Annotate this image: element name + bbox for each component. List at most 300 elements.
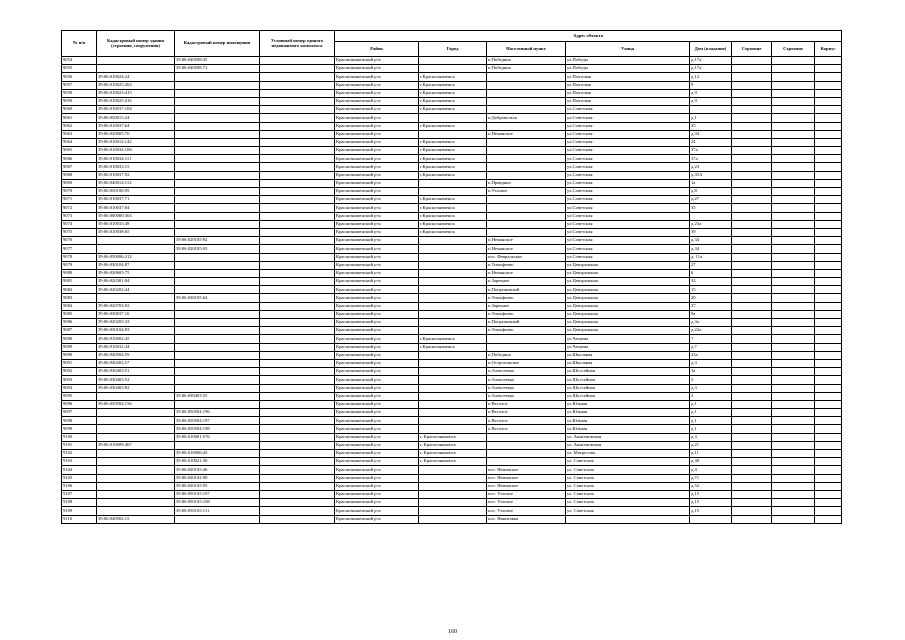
cell-korpus	[815, 97, 842, 105]
cell-cad-room	[175, 302, 260, 310]
cell-stroenie	[732, 433, 772, 441]
cell-num: 9066	[62, 155, 97, 163]
cell-unique-complex	[260, 278, 335, 286]
cell-np	[487, 122, 566, 130]
cell-dom: д.35А	[690, 171, 732, 179]
cell-cad-room: 39:06:050105:107	[175, 490, 260, 498]
cell-num: 9064	[62, 138, 97, 146]
cell-sooruzhenie	[772, 65, 815, 73]
table-row	[62, 294, 842, 302]
cell-num: 9063	[62, 130, 97, 138]
cell-korpus	[815, 302, 842, 310]
cell-raion: Краснознаменский р-н	[335, 368, 419, 376]
cell-raion: Краснознаменский р-н	[335, 490, 419, 498]
cell-ulica: ул.Центральная	[566, 319, 690, 327]
cell-korpus	[815, 499, 842, 507]
cell-ulica: ул.Советская	[566, 237, 690, 245]
cell-cad-room	[175, 188, 260, 196]
cell-raion: Краснознаменский р-н	[335, 188, 419, 196]
cell-korpus	[815, 515, 842, 523]
cell-unique-complex	[260, 441, 335, 449]
cell-korpus	[815, 204, 842, 212]
cell-korpus	[815, 343, 842, 351]
cell-sooruzhenie	[772, 384, 815, 392]
cell-ulica: ул.Южная	[566, 400, 690, 408]
cell-num: 9074	[62, 220, 97, 228]
cell-cad-room: 39:06:040508:45	[175, 57, 260, 65]
cell-stroenie	[732, 425, 772, 433]
table-row	[62, 106, 842, 114]
cell-cad-building	[97, 392, 175, 400]
cell-raion: Краснознаменский р-н	[335, 499, 419, 507]
cell-sooruzhenie	[772, 188, 815, 196]
cell-korpus	[815, 482, 842, 490]
cell-np: п.Добровольск	[487, 114, 566, 122]
cell-stroenie	[732, 466, 772, 474]
cell-ulica: ул.Советская	[566, 196, 690, 204]
cell-unique-complex	[260, 343, 335, 351]
table-row	[62, 286, 842, 294]
cell-ulica: ул.Чапаева	[566, 335, 690, 343]
cell-cad-building: 39:06:010025:416	[97, 97, 175, 105]
cell-korpus	[815, 188, 842, 196]
cell-num: 9077	[62, 245, 97, 253]
cell-stroenie	[732, 515, 772, 523]
cell-raion: Краснознаменский р-н	[335, 278, 419, 286]
table-row	[62, 163, 842, 171]
cell-raion: Краснознаменский р-н	[335, 179, 419, 187]
cell-np	[487, 204, 566, 212]
cell-sooruzhenie	[772, 212, 815, 220]
cell-cad-building: 39:06:010034:111	[97, 155, 175, 163]
cell-stroenie	[732, 409, 772, 417]
cell-num: 9065	[62, 147, 97, 155]
cell-np: п.Погранычный	[487, 319, 566, 327]
table-row	[62, 253, 842, 261]
cell-unique-complex	[260, 384, 335, 392]
cell-stroenie	[732, 130, 772, 138]
cell-num: 9110	[62, 515, 97, 523]
cell-raion: Краснознаменский р-н	[335, 122, 419, 130]
cell-dom: д.3	[690, 359, 732, 367]
cell-raion: Краснознаменский р-н	[335, 515, 419, 523]
cell-np: пос. Неманское	[487, 474, 566, 482]
cell-sooruzhenie	[772, 409, 815, 417]
cell-dom: д.1	[690, 417, 732, 425]
cell-ulica: ул.Школьная	[566, 351, 690, 359]
cell-unique-complex	[260, 466, 335, 474]
cell-sooruzhenie	[772, 507, 815, 515]
cell-np: п.Неманское	[487, 269, 566, 277]
cell-dom: д.7	[690, 343, 732, 351]
cell-cad-room	[175, 400, 260, 408]
header-raion: Район	[335, 42, 419, 57]
cell-cad-building	[97, 409, 175, 417]
cell-raion: Краснознаменский р-н	[335, 482, 419, 490]
cell-num: 9078	[62, 253, 97, 261]
cell-stroenie	[732, 196, 772, 204]
cell-cad-room: 39:06:050504:196	[175, 409, 260, 417]
cell-cad-building: 39:06:010032:44	[97, 343, 175, 351]
cell-num: 9057	[62, 81, 97, 89]
cell-dom: д.17а	[690, 57, 732, 65]
cell-np: пос. Никитовка	[487, 515, 566, 523]
table-row	[62, 261, 842, 269]
cell-korpus	[815, 368, 842, 376]
cell-unique-complex	[260, 335, 335, 343]
cell-stroenie	[732, 335, 772, 343]
cell-korpus	[815, 65, 842, 73]
cell-cad-building: 39:06:010002:45	[97, 335, 175, 343]
cell-unique-complex	[260, 89, 335, 97]
cell-num: 9073	[62, 212, 97, 220]
cell-num: 9087	[62, 327, 97, 335]
cell-korpus	[815, 220, 842, 228]
cell-np: п.Победино	[487, 57, 566, 65]
cell-cad-building: 39:06:010024:24	[97, 73, 175, 81]
cell-cad-building	[97, 245, 175, 253]
cell-cad-building: 39:06:020005:70	[97, 130, 175, 138]
table-row	[62, 228, 842, 236]
cell-cad-room: 39:06:010021:30	[175, 458, 260, 466]
cell-cad-room	[175, 163, 260, 171]
cell-cad-room	[175, 343, 260, 351]
cell-np: п.Веселое	[487, 400, 566, 408]
cell-raion: Краснознаменский р-н	[335, 106, 419, 114]
cell-sooruzhenie	[772, 81, 815, 89]
cell-gorod: г.Краснознаменск	[419, 171, 487, 179]
cell-gorod	[419, 179, 487, 187]
cell-raion: Краснознаменский р-н	[335, 196, 419, 204]
cell-sooruzhenie	[772, 163, 815, 171]
cell-ulica: ул.Почтовая	[566, 97, 690, 105]
cell-korpus	[815, 507, 842, 515]
table-row	[62, 196, 842, 204]
cell-stroenie	[732, 294, 772, 302]
cell-korpus	[815, 138, 842, 146]
cell-korpus	[815, 147, 842, 155]
cell-stroenie	[732, 499, 772, 507]
cell-gorod	[419, 368, 487, 376]
cell-korpus	[815, 57, 842, 65]
cell-np: п.Алексеевка	[487, 376, 566, 384]
cell-ulica: ул.Советская	[566, 245, 690, 253]
cell-stroenie	[732, 343, 772, 351]
cell-gorod	[419, 253, 487, 261]
cell-dom: 3	[690, 376, 732, 384]
table-row	[62, 188, 842, 196]
cell-raion: Краснознаменский р-н	[335, 212, 419, 220]
cell-dom: д.8	[690, 188, 732, 196]
cell-cad-building	[97, 450, 175, 458]
cell-unique-complex	[260, 417, 335, 425]
cell-np: п.Заречное	[487, 278, 566, 286]
cell-raion: Краснознаменский р-н	[335, 302, 419, 310]
cell-sooruzhenie	[772, 122, 815, 130]
cell-korpus	[815, 310, 842, 318]
cell-cad-building	[97, 417, 175, 425]
cell-cad-building: 39:06:040902:15	[97, 515, 175, 523]
cell-cad-building: 39:06:020203:33	[97, 319, 175, 327]
cell-korpus	[815, 269, 842, 277]
cell-gorod	[419, 319, 487, 327]
cell-cad-building: 39:06:030403:82	[97, 384, 175, 392]
cell-num: 9095	[62, 392, 97, 400]
cell-sooruzhenie	[772, 245, 815, 253]
cell-np	[487, 171, 566, 179]
cell-gorod	[419, 351, 487, 359]
cell-unique-complex	[260, 138, 335, 146]
cell-np: п.Тимофеево	[487, 294, 566, 302]
cell-cad-building: 39:06:010037:92	[97, 171, 175, 179]
table-row	[62, 89, 842, 97]
cell-stroenie	[732, 351, 772, 359]
cell-sooruzhenie	[772, 351, 815, 359]
cell-gorod	[419, 269, 487, 277]
cell-korpus	[815, 114, 842, 122]
cell-unique-complex	[260, 359, 335, 367]
cell-stroenie	[732, 65, 772, 73]
header-dom: Дом (владение)	[690, 42, 732, 57]
table-row	[62, 302, 842, 310]
cell-ulica: ул.Советская	[566, 253, 690, 261]
cell-raion: Краснознаменский р-н	[335, 343, 419, 351]
cell-ulica: ул.Центральная	[566, 286, 690, 294]
cell-cad-building	[97, 433, 175, 441]
cell-raion: Краснознаменский р-н	[335, 384, 419, 392]
cell-dom: д.38	[690, 458, 732, 466]
cell-ulica: ул.Победы	[566, 65, 690, 73]
cell-raion: Краснознаменский р-н	[335, 376, 419, 384]
cell-gorod	[419, 65, 487, 73]
cell-np: пос. Февральское	[487, 253, 566, 261]
cell-unique-complex	[260, 286, 335, 294]
cell-korpus	[815, 450, 842, 458]
table-row	[62, 417, 842, 425]
cell-ulica: ул.Почтовая	[566, 73, 690, 81]
cell-cad-building: 39:06:020703:92	[97, 302, 175, 310]
cell-cad-building	[97, 507, 175, 515]
table-row	[62, 409, 842, 417]
cell-sooruzhenie	[772, 220, 815, 228]
header-np: Населенный пункт	[487, 42, 566, 57]
cell-stroenie	[732, 450, 772, 458]
cell-unique-complex	[260, 499, 335, 507]
header-ulica: Улица	[566, 42, 690, 57]
cell-num: 9091	[62, 359, 97, 367]
cell-gorod	[419, 245, 487, 253]
cell-cad-building: 39:06:010037:84	[97, 204, 175, 212]
cell-cad-room	[175, 269, 260, 277]
cell-stroenie	[732, 237, 772, 245]
cell-raion: Краснознаменский р-н	[335, 269, 419, 277]
cell-cad-building: 39:06:030104:87	[97, 261, 175, 269]
cell-sooruzhenie	[772, 147, 815, 155]
cell-np: п.Веселое	[487, 417, 566, 425]
cell-raion: Краснознаменский р-н	[335, 163, 419, 171]
cell-stroenie	[732, 220, 772, 228]
cell-np: п.Острогожское	[487, 359, 566, 367]
cell-num: 9085	[62, 310, 97, 318]
cell-dom: 35	[690, 204, 732, 212]
cell-stroenie	[732, 400, 772, 408]
cell-korpus	[815, 490, 842, 498]
cell-cad-room	[175, 228, 260, 236]
cell-cad-building: 39:06:050006:212	[97, 253, 175, 261]
table-row	[62, 490, 842, 498]
cell-gorod: г.Краснознаменск	[419, 212, 487, 220]
cell-ulica: ул.Шоссейная	[566, 368, 690, 376]
cell-ulica: ул.Советская	[566, 106, 690, 114]
cell-korpus	[815, 433, 842, 441]
cell-dom: д.3	[690, 433, 732, 441]
cell-unique-complex	[260, 220, 335, 228]
table-row	[62, 171, 842, 179]
cell-stroenie	[732, 81, 772, 89]
cell-ulica: ул.Советская	[566, 114, 690, 122]
cell-ulica: ул.Советская	[566, 163, 690, 171]
cell-raion: Краснознаменский р-н	[335, 57, 419, 65]
cell-raion: Краснознаменский р-н	[335, 294, 419, 302]
header-row-1	[62, 31, 842, 42]
cell-sooruzhenie	[772, 392, 815, 400]
cell-ulica: ул. Советская	[566, 499, 690, 507]
cell-gorod	[419, 482, 487, 490]
header-unique-complex: Условный номер единого недвижимого комплекса	[260, 31, 335, 57]
cell-sooruzhenie	[772, 204, 815, 212]
cell-cad-room: 39:06:050504:198	[175, 425, 260, 433]
cell-gorod	[419, 57, 487, 65]
cell-cad-building: 39:06:020202:44	[97, 286, 175, 294]
cell-cad-building	[97, 65, 175, 73]
cell-np	[487, 220, 566, 228]
cell-ulica: ул.Почтовая	[566, 89, 690, 97]
cell-raion: Краснознаменский р-н	[335, 81, 419, 89]
cell-raion: Краснознаменский р-н	[335, 220, 419, 228]
cell-korpus	[815, 351, 842, 359]
cell-cad-room	[175, 327, 260, 335]
cell-cad-building: 39:06:020301:94	[97, 278, 175, 286]
cell-sooruzhenie	[772, 278, 815, 286]
cell-sooruzhenie	[772, 155, 815, 163]
cell-dom: д.3	[690, 384, 732, 392]
cell-korpus	[815, 474, 842, 482]
cell-np: п.Тимофеево	[487, 310, 566, 318]
cell-cad-building: 39:06:040014:112	[97, 179, 175, 187]
cell-num: 9097	[62, 409, 97, 417]
cell-gorod	[419, 400, 487, 408]
cell-korpus	[815, 278, 842, 286]
cell-dom: д.12	[690, 73, 732, 81]
cell-np	[487, 433, 566, 441]
cell-sooruzhenie	[772, 57, 815, 65]
table-row	[62, 310, 842, 318]
cell-dom: д.4	[690, 466, 732, 474]
table-row	[62, 458, 842, 466]
cell-gorod: г.Краснознаменск	[419, 89, 487, 97]
cell-raion: Краснознаменский р-н	[335, 507, 419, 515]
cell-np	[487, 97, 566, 105]
cell-np	[487, 228, 566, 236]
cell-korpus	[815, 359, 842, 367]
cell-gorod	[419, 490, 487, 498]
cell-korpus	[815, 392, 842, 400]
cell-sooruzhenie	[772, 97, 815, 105]
cell-korpus	[815, 171, 842, 179]
cell-gorod: г.Краснознаменск	[419, 204, 487, 212]
cell-unique-complex	[260, 450, 335, 458]
cell-dom: 33	[690, 278, 732, 286]
cell-gorod	[419, 409, 487, 417]
cell-ulica: ул.Центральная	[566, 302, 690, 310]
cell-np: п.Победино	[487, 65, 566, 73]
cell-stroenie	[732, 319, 772, 327]
cell-sooruzhenie	[772, 368, 815, 376]
cell-np: п.Победино	[487, 351, 566, 359]
cell-cad-building: 39:06:030403:52	[97, 376, 175, 384]
table-row	[62, 392, 842, 400]
cell-ulica: ул.Южная	[566, 417, 690, 425]
cell-sooruzhenie	[772, 286, 815, 294]
cell-dom: д.15	[690, 490, 732, 498]
cell-gorod: г. Краснознаменск	[419, 441, 487, 449]
cell-sooruzhenie	[772, 253, 815, 261]
cell-raion: Краснознаменский р-н	[335, 147, 419, 155]
table-row	[62, 499, 842, 507]
cell-ulica: ул.Центральная	[566, 310, 690, 318]
cell-stroenie	[732, 359, 772, 367]
cell-gorod	[419, 278, 487, 286]
cell-np: п.Погранычный	[487, 286, 566, 294]
cell-cad-building: 39:06:030037:16	[97, 310, 175, 318]
cell-korpus	[815, 253, 842, 261]
cell-dom: 27	[690, 261, 732, 269]
cell-unique-complex	[260, 433, 335, 441]
cell-raion: Краснознаменский р-н	[335, 319, 419, 327]
cell-np	[487, 81, 566, 89]
header-num: № п/п	[62, 31, 97, 57]
table-row	[62, 130, 842, 138]
cell-dom: д.9	[690, 89, 732, 97]
cell-raion: Краснознаменский р-н	[335, 138, 419, 146]
cell-dom: 9	[690, 81, 732, 89]
cell-cad-room	[175, 376, 260, 384]
cell-gorod	[419, 114, 487, 122]
cell-raion: Краснознаменский р-н	[335, 400, 419, 408]
cell-stroenie	[732, 253, 772, 261]
cell-stroenie	[732, 368, 772, 376]
cell-sooruzhenie	[772, 433, 815, 441]
cell-sooruzhenie	[772, 343, 815, 351]
cell-cad-building: 39:06:010038:65	[97, 228, 175, 236]
cell-stroenie	[732, 286, 772, 294]
table-row	[62, 57, 842, 65]
cell-gorod	[419, 417, 487, 425]
cell-sooruzhenie	[772, 474, 815, 482]
cell-num: 9059	[62, 97, 97, 105]
cell-cad-building: 39:06:010033:48	[97, 220, 175, 228]
cell-cad-room	[175, 253, 260, 261]
cell-dom: д.1	[690, 425, 732, 433]
cell-stroenie	[732, 302, 772, 310]
cell-stroenie	[732, 245, 772, 253]
cell-stroenie	[732, 114, 772, 122]
cell-sooruzhenie	[772, 441, 815, 449]
cell-cad-building: 39:06:010009:467	[97, 441, 175, 449]
cell-sooruzhenie	[772, 269, 815, 277]
cell-np: п.Тимофеево	[487, 327, 566, 335]
cell-num: 9071	[62, 196, 97, 204]
